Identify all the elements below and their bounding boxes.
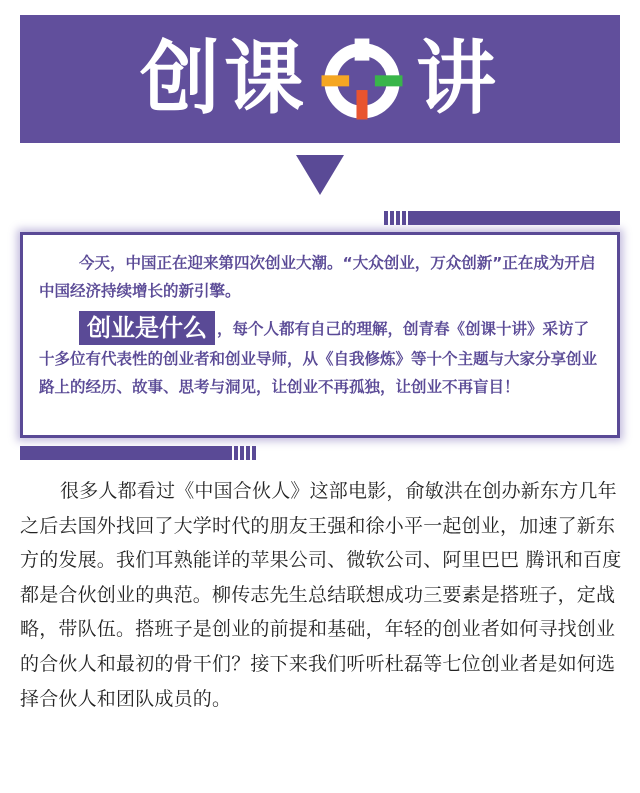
intro-paragraph-2 [39,311,603,401]
banner-title-left: 创课 [140,32,308,125]
down-arrow-icon [296,155,344,195]
bar-segment [384,211,388,225]
bar-long [20,446,232,460]
header-banner [20,15,620,143]
body-paragraph: 很多人都看过《中国合伙人》这部电影，俞敏洪在创办新东方几年之后去国外找回了大学时代的朋友王强和徐小平一起创业，加速了新东方的发展。我们耳熟能详的苹果公司、微软公司、阿里巴巴 腾讯和百度都是合伙创业的典范。柳传志先生总结联想成功三要素是搭班子，定战略，带队伍。搭班子是创业的前提和基础，年轻的创业者如何寻找创业的合伙人和最初的骨干们？接下来我们听听杜磊等七位创业者是如何选择合伙人和团队成员的。 [20,480,622,710]
bar-segment [240,446,244,460]
banner-title [20,15,620,143]
banner-title-right: 讲 [416,32,500,125]
intro-box [20,232,620,438]
highlight-label: 创业是什么 [79,311,215,345]
article-body [20,474,624,716]
intro-text-1: 今天，中国正在迎来第四次创业大潮。“大众创业，万众创新”正在成为开启中国经济持续增长的新引擎。 [39,254,596,300]
bar-segment [246,446,250,460]
target-icon [316,33,408,125]
bar-long [408,211,620,225]
bar-segment [390,211,394,225]
decorative-bar-top [384,211,620,225]
bar-segment [396,211,400,225]
intro-paragraph-1 [39,249,603,305]
bar-segment [402,211,406,225]
intro-text-2: ，每个人都有自己的理解，创青春《创课十讲》采访了十多位有代表性的创业者和创业导师，从《自我修炼》等十个主题与大家分享创业路上的经历、故事、思考与洞见，让创业不再孤独，让创业不再盲目！ [39,320,598,396]
bar-segment [252,446,256,460]
decorative-bar-bottom [20,446,258,460]
bar-segment [234,446,238,460]
